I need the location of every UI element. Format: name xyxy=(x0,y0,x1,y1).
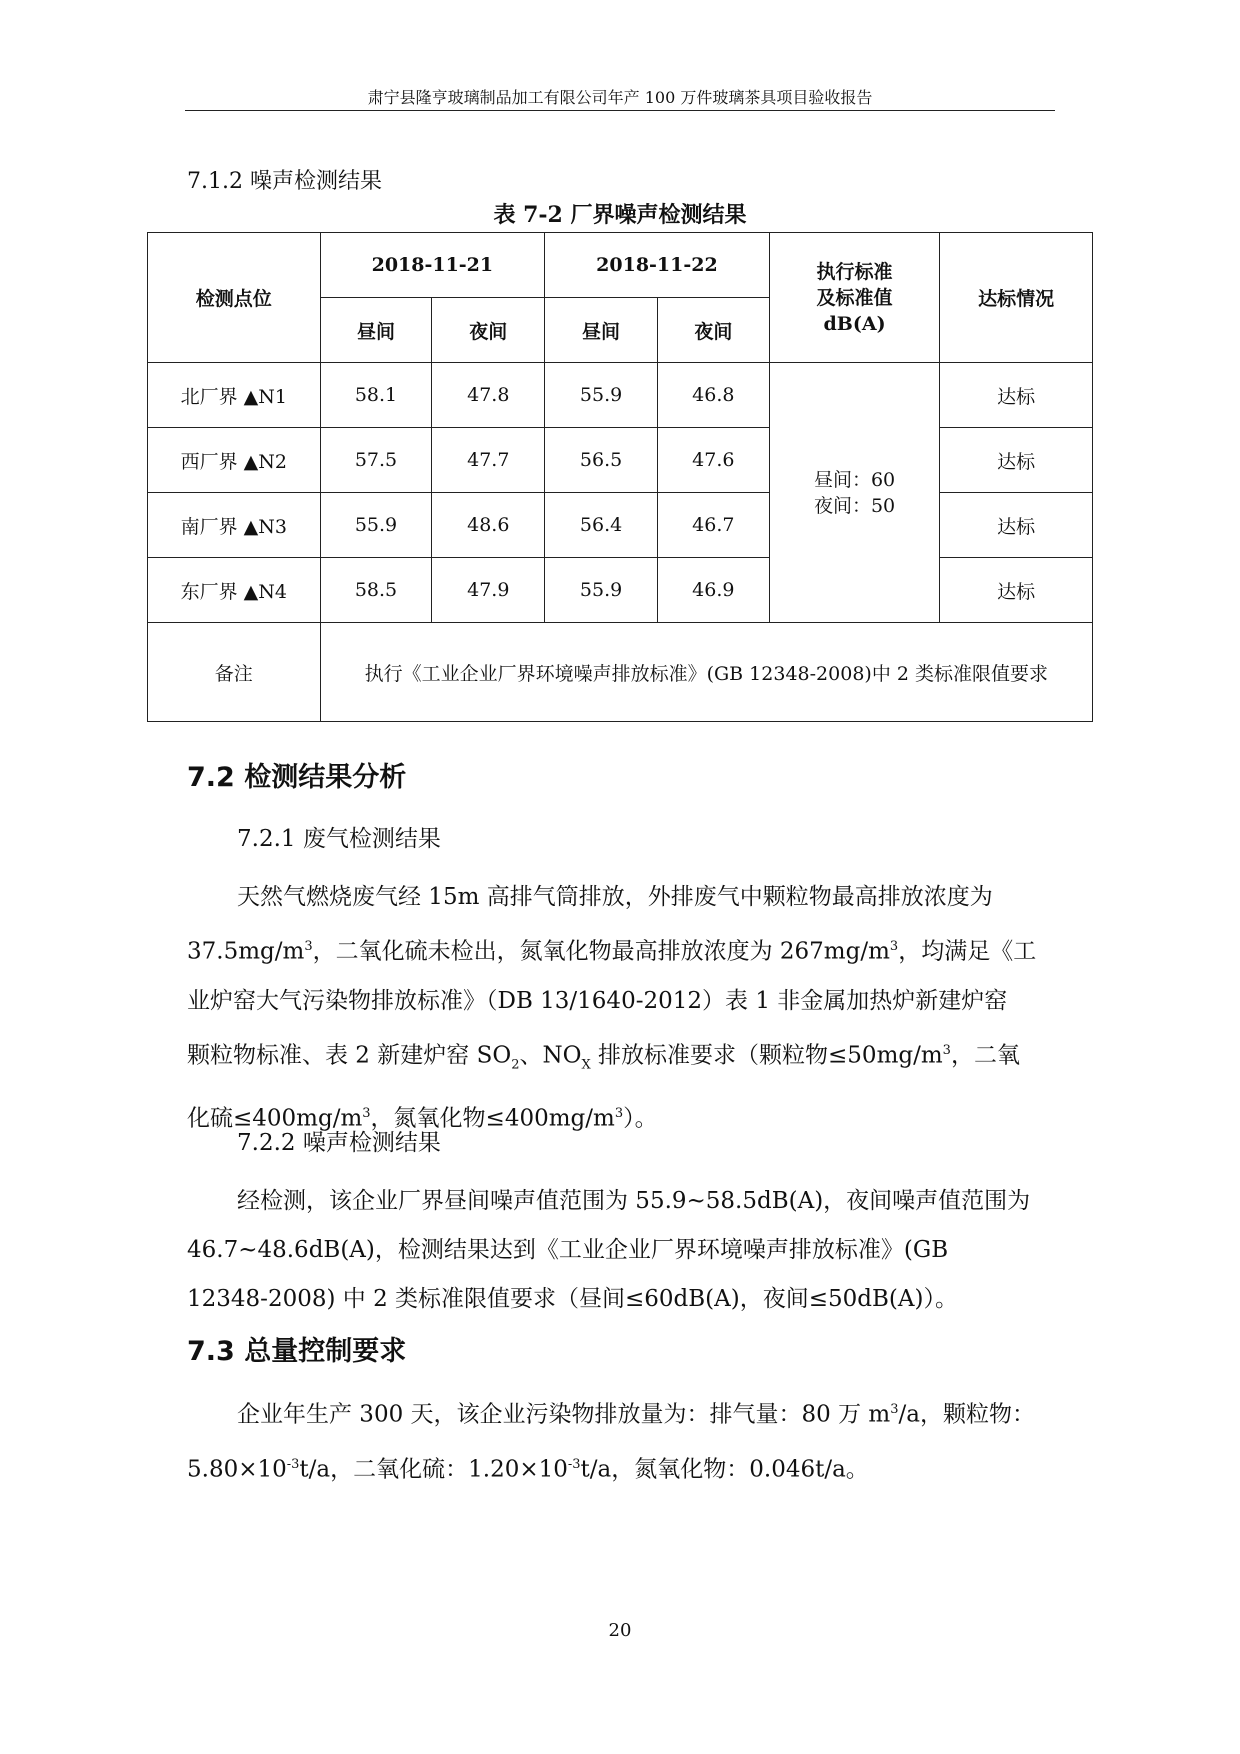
page-number: 20 xyxy=(608,1620,632,1641)
cell-value: 56.4 xyxy=(545,493,658,558)
paragraph-line: 经检测，该企业厂界昼间噪声值范围为 55.9~58.5dB(A)，夜间噪声值范围为 xyxy=(237,1188,1031,1214)
header-d1-night: 夜间 xyxy=(432,298,545,363)
paragraph-exhaust xyxy=(187,873,1053,1144)
section-7-1-2-heading: 7.1.2 噪声检测结果 xyxy=(187,169,382,194)
cell-value: 46.7 xyxy=(657,493,769,558)
paragraph-noise xyxy=(187,1177,1053,1324)
noise-results-table xyxy=(147,232,1093,722)
header-date-2: 2018-11-22 xyxy=(545,233,770,298)
paragraph-line: $5.80\times 10^{-3}t/a$，二氧化硫：$1.20\times 10^{-3}t/a$，氮氧化物：0.046t/a。 xyxy=(187,1456,869,1483)
standard-day: 昼间：60 xyxy=(813,468,896,491)
header-d2-night: 夜间 xyxy=(657,298,769,363)
cell-result: 达标 xyxy=(940,363,1093,428)
header-divider xyxy=(185,110,1055,111)
cell-value: 56.5 xyxy=(545,428,658,493)
cell-value: 55.9 xyxy=(545,363,658,428)
cell-result: 达标 xyxy=(940,428,1093,493)
paragraph-total-control xyxy=(187,1385,1053,1494)
paragraph-line: 46.7~48.6dB(A)，检测结果达到《工业企业厂界环境噪声排放标准》(GB xyxy=(187,1237,949,1263)
paragraph-line: 12348-2008) 中 2 类标准限值要求（昼间≤60dB(A)，夜间≤50dB(A)）。 xyxy=(187,1286,958,1312)
cell-value: 47.8 xyxy=(432,363,545,428)
table-caption: 表 7-2 厂界噪声检测结果 xyxy=(493,202,747,228)
cell-result: 达标 xyxy=(940,493,1093,558)
page-header-title: 肃宁县隆亨玻璃制品加工有限公司年产 100 万件玻璃茶具项目验收报告 xyxy=(367,88,873,107)
section-7-3-heading: 7.3 总量控制要求 xyxy=(187,1336,407,1367)
paragraph-line: 化硫$\le 400mg/m^3$，氮氧化物$\le 400mg/m^3$）。 xyxy=(187,1105,658,1132)
standard-night: 夜间：50 xyxy=(813,494,896,517)
cell-standard-value xyxy=(769,363,940,623)
table-row xyxy=(148,363,1093,428)
header-d2-day: 昼间 xyxy=(545,298,658,363)
paragraph-line: 天然气燃烧废气经 15m 高排气筒排放，外排废气中颗粒物最高排放浓度为 xyxy=(237,884,993,910)
table-row xyxy=(148,493,1093,558)
cell-value: 57.5 xyxy=(320,428,432,493)
cell-value: 47.7 xyxy=(432,428,545,493)
cell-value: 58.5 xyxy=(320,558,432,623)
header-d1-day: 昼间 xyxy=(320,298,432,363)
cell-point: 南厂界 ▲N3 xyxy=(148,493,321,558)
header-point: 检测点位 xyxy=(148,233,321,363)
paragraph-line: 企业年生产 300 天，该企业污染物排放量为：排气量：80 万 $m^3/a$，颗粒物： xyxy=(237,1401,1035,1428)
paragraph-line: 颗粒物标准、表 2 新建炉窑 $SO_2$、$NO_X$ 排放标准要求（颗粒物$\le 50mg/m^3$，二氧 xyxy=(187,1042,1020,1072)
cell-point: 北厂界 ▲N1 xyxy=(148,363,321,428)
header-standard xyxy=(769,233,940,363)
cell-value: 47.9 xyxy=(432,558,545,623)
section-7-2-2-heading: 7.2.2 噪声检测结果 xyxy=(237,1130,441,1156)
cell-note-label: 备注 xyxy=(148,623,321,722)
header-result: 达标情况 xyxy=(940,233,1093,363)
header-date-1: 2018-11-21 xyxy=(320,233,545,298)
header-standard-line3: dB(A) xyxy=(823,312,886,335)
cell-value: 58.1 xyxy=(320,363,432,428)
header-standard-line2: 及标准值 xyxy=(816,286,893,309)
cell-value: 55.9 xyxy=(545,558,658,623)
cell-value: 47.6 xyxy=(657,428,769,493)
paragraph-line: $37.5mg/m^3$，二氧化硫未检出，氮氧化物最高排放浓度为 $267mg/m^3$，均满足《工 xyxy=(187,938,1037,965)
header-standard-line1: 执行标准 xyxy=(816,260,893,283)
cell-note-text: 执行《工业企业厂界环境噪声排放标准》(GB 12348-2008)中 2 类标准限值要求 xyxy=(320,623,1092,722)
cell-point: 东厂界 ▲N4 xyxy=(148,558,321,623)
cell-point: 西厂界 ▲N2 xyxy=(148,428,321,493)
table-note-row xyxy=(148,623,1093,722)
section-7-2-1-heading: 7.2.1 废气检测结果 xyxy=(237,826,441,852)
table-header-row xyxy=(148,233,1093,298)
cell-value: 46.8 xyxy=(657,363,769,428)
cell-result: 达标 xyxy=(940,558,1093,623)
section-7-2-heading: 7.2 检测结果分析 xyxy=(187,762,407,793)
paragraph-line: 业炉窑大气污染物排放标准》（DB 13/1640-2012）表 1 非金属加热炉新建炉窑 xyxy=(187,987,1008,1014)
table-row xyxy=(148,558,1093,623)
table-row xyxy=(148,428,1093,493)
cell-value: 55.9 xyxy=(320,493,432,558)
cell-value: 46.9 xyxy=(657,558,769,623)
cell-value: 48.6 xyxy=(432,493,545,558)
